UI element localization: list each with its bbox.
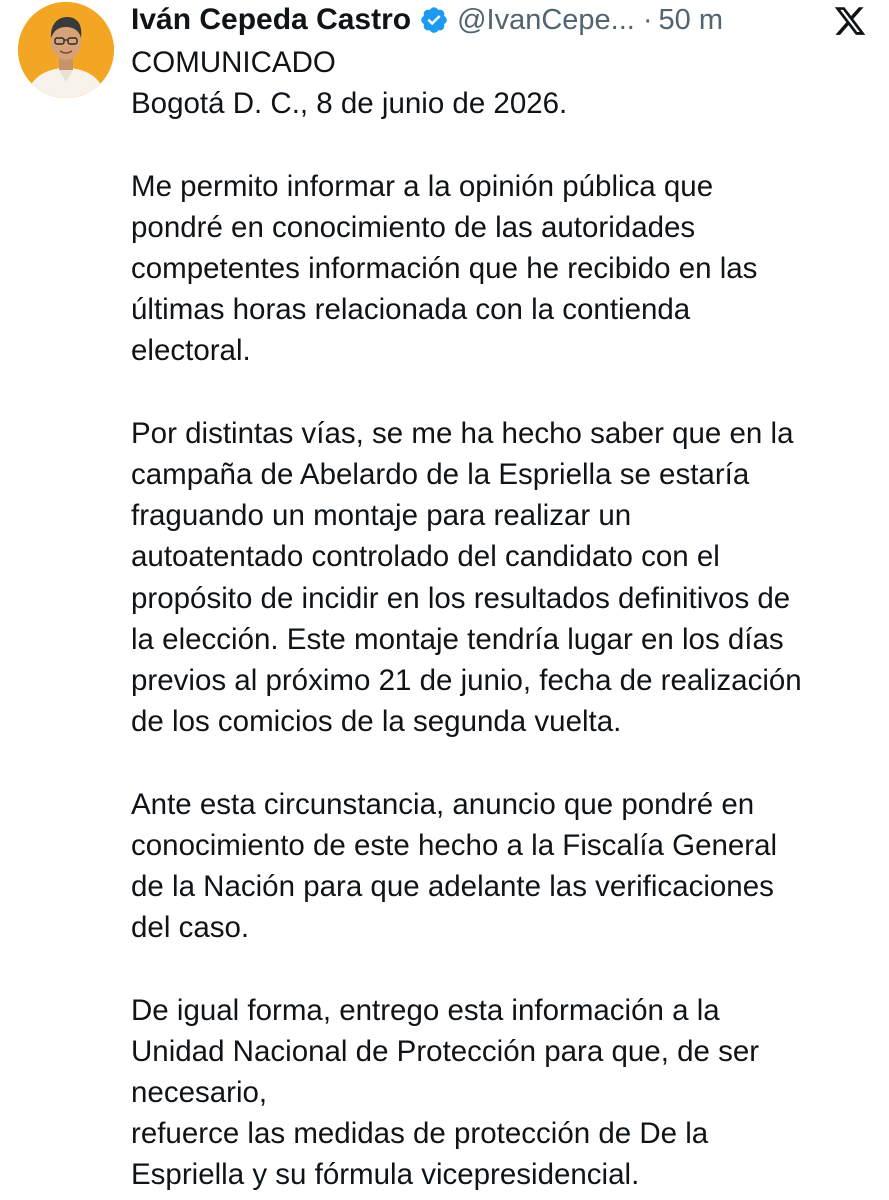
verified-badge-icon (419, 5, 449, 35)
tweet-header (131, 0, 723, 40)
author-name[interactable]: Iván Cepeda Castro (131, 3, 412, 36)
separator-dot: · (642, 3, 653, 36)
author-handle[interactable]: @IvanCepe... (457, 3, 635, 36)
tweet-paragraph: De igual forma, entrego esta información a la Unidad Nacional de Protección para que, de ser necesario, refuerce las medidas de protección de De la Espriella y su fórmula vicepresidencial. (131, 993, 760, 1192)
paragraph-gap (131, 948, 871, 989)
paragraph-gap (131, 372, 871, 413)
x-logo-icon[interactable] (833, 4, 867, 38)
paragraph-gap (131, 742, 871, 783)
tweet-paragraph: Me permito informar a la opinión pública que pondré en conocimiento de las autoridades competentes información que he recibido en las últimas horas relacionada con la contienda electoral. (131, 169, 758, 368)
paragraph-gap (131, 124, 871, 165)
tweet-paragraph: Por distintas vías, se me ha hecho saber que en la campaña de Abelardo de la Espriella se estaría fraguando un montaje para realizar un autoatentado controlado del candidato con el propósito de incidir en los resultados definitivos de la elección. Este montaje tendría lugar en los días previos al próximo 21 de junio, fecha de realización de los comicios de la segunda vuelta. (131, 416, 802, 739)
tweet-text (131, 42, 871, 1196)
tweet-paragraph: Ante esta circunstancia, anuncio que pondré en conocimiento de este hecho a la Fiscalía General de la Nación para que adelante las verificaciones del caso. (131, 787, 778, 945)
avatar-portrait-icon (18, 2, 114, 98)
avatar[interactable] (18, 2, 114, 98)
tweet-paragraph: COMUNICADO Bogotá D. C., 8 de junio de 2026. (131, 46, 568, 121)
timestamp[interactable]: 50 m (658, 3, 724, 36)
